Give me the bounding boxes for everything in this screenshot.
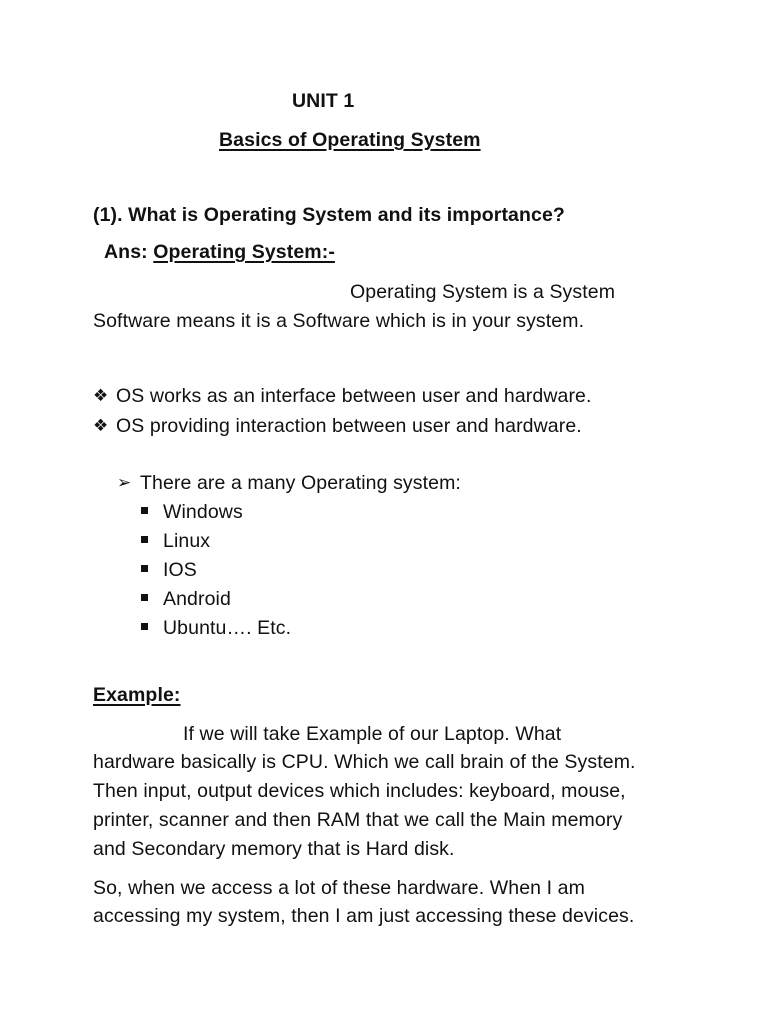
bullet-item: OS providing interaction between user and hardware. [116, 415, 582, 437]
os-list-item: Ubuntu…. Etc. [163, 617, 292, 639]
example-paragraph-line: accessing my system, then I am just accessing these devices. [93, 905, 635, 927]
os-list-item: IOS [163, 559, 197, 581]
square-bullet-icon [141, 594, 148, 601]
diamond-bullet-icon: ❖ [93, 416, 109, 436]
example-paragraph-line: and Secondary memory that is Hard disk. [93, 838, 455, 860]
square-bullet-icon [141, 565, 148, 572]
os-list-item: Linux [163, 530, 211, 552]
answer-paragraph-line-1: Operating System is a System [350, 281, 616, 303]
bullet-item: OS works as an interface between user and hardware. [116, 385, 592, 407]
arrow-item: There are a many Operating system: [140, 472, 461, 494]
example-paragraph-line: If we will take Example of our Laptop. What [183, 723, 562, 745]
example-paragraph-line: printer, scanner and then RAM that we call the Main memory [93, 809, 623, 831]
document-subtitle: Basics of Operating System [219, 129, 481, 151]
square-bullet-icon [141, 507, 148, 514]
arrow-bullet-icon: ➢ [117, 473, 132, 493]
os-list-item: Windows [163, 501, 243, 523]
answer-heading: Operating System:- [153, 241, 335, 263]
unit-title: UNIT 1 [292, 90, 355, 112]
answer-line [104, 240, 335, 264]
diamond-bullet-icon: ❖ [93, 386, 109, 406]
question-heading: (1). What is Operating System and its importance? [93, 204, 565, 226]
example-paragraph-line: hardware basically is CPU. Which we call brain of the System. [93, 751, 636, 773]
example-heading: Example: [93, 684, 181, 706]
example-paragraph-line: So, when we access a lot of these hardware. When I am [93, 877, 585, 899]
example-paragraph-line: Then input, output devices which includes: keyboard, mouse, [93, 780, 626, 802]
square-bullet-icon [141, 623, 148, 630]
square-bullet-icon [141, 536, 148, 543]
answer-paragraph-line-2: Software means it is a Software which is in your system. [93, 310, 585, 332]
answer-prefix: Ans: [104, 241, 154, 263]
os-list-item: Android [163, 588, 231, 610]
